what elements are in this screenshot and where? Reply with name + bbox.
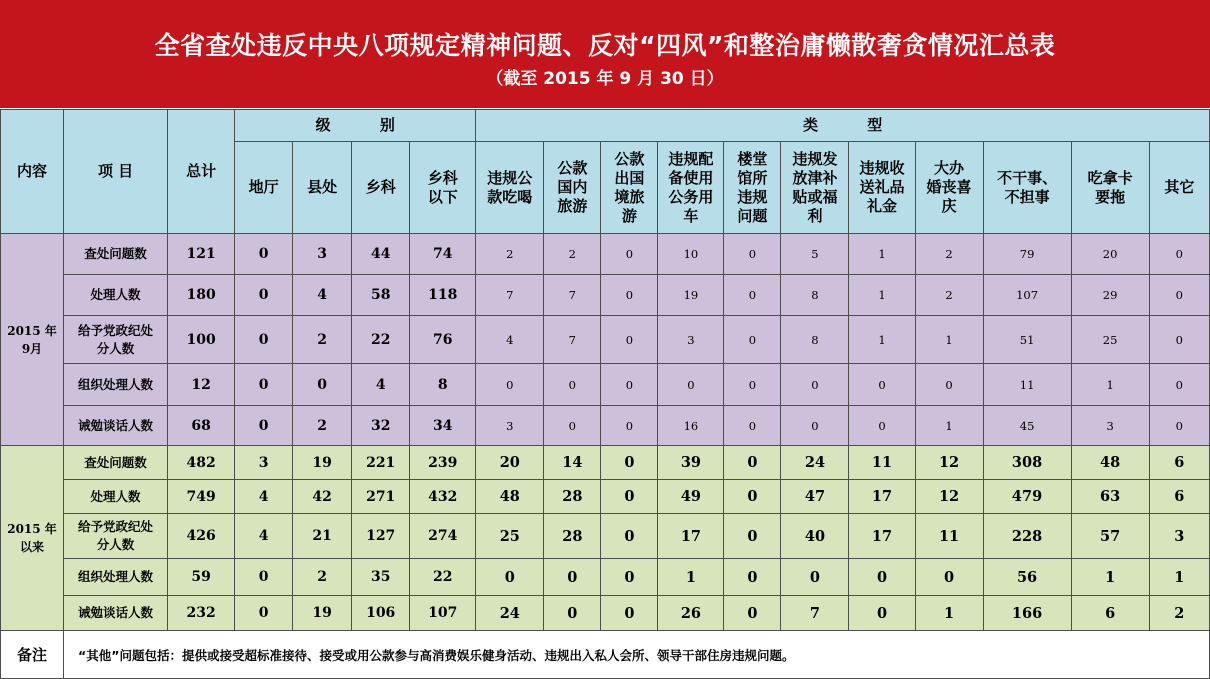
type-cell: 11: [915, 514, 983, 559]
header-type-8: 不干事、 不担事: [983, 142, 1071, 234]
type-cell: 479: [983, 480, 1071, 514]
type-cell: 0: [601, 446, 658, 480]
header-type-3: 违规配 备使用 公务用 车: [658, 142, 724, 234]
type-cell: 5: [781, 234, 849, 275]
row-label: 给予党政纪处 分人数: [64, 316, 168, 364]
type-cell: 0: [781, 406, 849, 446]
level-cell: 21: [293, 514, 352, 559]
type-cell: 0: [544, 559, 601, 596]
total-cell: 100: [168, 316, 235, 364]
type-cell: 0: [724, 275, 781, 316]
header-total: 总计: [168, 110, 235, 234]
type-cell: 0: [724, 234, 781, 275]
type-cell: 6: [1071, 596, 1149, 631]
level-cell: 3: [293, 234, 352, 275]
type-cell: 3: [1149, 514, 1209, 559]
type-cell: 20: [476, 446, 544, 480]
type-cell: 7: [781, 596, 849, 631]
level-cell: 58: [352, 275, 410, 316]
type-cell: 17: [658, 514, 724, 559]
type-cell: 0: [601, 316, 658, 364]
total-cell: 482: [168, 446, 235, 480]
type-cell: 0: [1149, 364, 1209, 406]
type-cell: 2: [915, 234, 983, 275]
type-cell: 12: [915, 480, 983, 514]
type-cell: 0: [724, 406, 781, 446]
header-type-0: 违规公 款吃喝: [476, 142, 544, 234]
type-cell: 51: [983, 316, 1071, 364]
type-cell: 0: [915, 559, 983, 596]
level-cell: 2: [293, 406, 352, 446]
level-cell: 274: [410, 514, 476, 559]
header-type-group: 类 型: [476, 110, 1210, 142]
header-type-5: 违规发 放津补 贴或福 利: [781, 142, 849, 234]
table-row: [1, 514, 1210, 559]
level-cell: 0: [235, 316, 293, 364]
type-cell: 6: [1149, 480, 1209, 514]
type-cell: 28: [544, 480, 601, 514]
total-cell: 68: [168, 406, 235, 446]
level-cell: 35: [352, 559, 410, 596]
type-cell: 0: [476, 559, 544, 596]
row-label: 给予党政纪处 分人数: [64, 514, 168, 559]
row-label: 组织处理人数: [64, 559, 168, 596]
type-cell: 0: [724, 559, 781, 596]
type-cell: 6: [1149, 446, 1209, 480]
total-cell: 426: [168, 514, 235, 559]
type-cell: 56: [983, 559, 1071, 596]
type-cell: 19: [658, 275, 724, 316]
type-cell: 48: [476, 480, 544, 514]
type-cell: 40: [781, 514, 849, 559]
level-cell: 4: [235, 514, 293, 559]
header-type-10: 其它: [1149, 142, 1209, 234]
table-row: [1, 275, 1210, 316]
type-cell: 29: [1071, 275, 1149, 316]
period-label: 2015 年 以来: [1, 446, 64, 631]
table-row: [1, 234, 1210, 275]
type-cell: 1: [915, 316, 983, 364]
level-cell: 0: [235, 596, 293, 631]
type-cell: 0: [724, 596, 781, 631]
type-cell: 0: [601, 364, 658, 406]
header-type-6: 违规收 送礼品 礼金: [849, 142, 915, 234]
type-cell: 2: [915, 275, 983, 316]
level-cell: 74: [410, 234, 476, 275]
type-cell: 0: [544, 596, 601, 631]
level-cell: 432: [410, 480, 476, 514]
type-cell: 7: [544, 316, 601, 364]
total-cell: 749: [168, 480, 235, 514]
note-text: “其他”问题包括：提供或接受超标准接待、接受或用公款参与高消费娱乐健身活动、违规出入私人会所、领导干部住房违规问题。: [64, 631, 1210, 679]
type-cell: 20: [1071, 234, 1149, 275]
type-cell: 0: [601, 514, 658, 559]
type-cell: 14: [544, 446, 601, 480]
type-cell: 48: [1071, 446, 1149, 480]
level-cell: 2: [293, 559, 352, 596]
level-cell: 239: [410, 446, 476, 480]
type-cell: 8: [781, 316, 849, 364]
table-row: [1, 406, 1210, 446]
type-cell: 3: [476, 406, 544, 446]
total-cell: 59: [168, 559, 235, 596]
summary-table: [0, 109, 1210, 679]
level-cell: 0: [235, 406, 293, 446]
type-cell: 308: [983, 446, 1071, 480]
level-cell: 42: [293, 480, 352, 514]
header-type-7: 大办 婚丧喜 庆: [915, 142, 983, 234]
type-cell: 63: [1071, 480, 1149, 514]
type-cell: 28: [544, 514, 601, 559]
total-cell: 12: [168, 364, 235, 406]
type-cell: 1: [658, 559, 724, 596]
level-cell: 22: [352, 316, 410, 364]
row-label: 处理人数: [64, 275, 168, 316]
header-type-1: 公款 国内 旅游: [544, 142, 601, 234]
header-level-3: 乡科 以下: [410, 142, 476, 234]
type-cell: 3: [1071, 406, 1149, 446]
note-row: [1, 631, 1210, 679]
type-cell: 1: [1071, 559, 1149, 596]
type-cell: 79: [983, 234, 1071, 275]
type-cell: 11: [983, 364, 1071, 406]
type-cell: 0: [849, 364, 915, 406]
level-cell: 19: [293, 596, 352, 631]
total-cell: 180: [168, 275, 235, 316]
type-cell: 8: [781, 275, 849, 316]
type-cell: 7: [544, 275, 601, 316]
type-cell: 0: [1149, 406, 1209, 446]
level-cell: 44: [352, 234, 410, 275]
level-cell: 0: [235, 559, 293, 596]
table-row: [1, 480, 1210, 514]
header-level-1: 县处: [293, 142, 352, 234]
type-cell: 0: [601, 559, 658, 596]
type-cell: 0: [724, 364, 781, 406]
table-body: [1, 234, 1210, 679]
type-cell: 0: [1149, 234, 1209, 275]
type-cell: 3: [658, 316, 724, 364]
total-cell: 121: [168, 234, 235, 275]
level-cell: 2: [293, 316, 352, 364]
header-type-2: 公款 出国 境旅 游: [601, 142, 658, 234]
type-cell: 166: [983, 596, 1071, 631]
type-cell: 0: [476, 364, 544, 406]
row-label: 诫勉谈话人数: [64, 406, 168, 446]
type-cell: 0: [601, 275, 658, 316]
type-cell: 26: [658, 596, 724, 631]
table-row: [1, 596, 1210, 631]
level-cell: 0: [293, 364, 352, 406]
type-cell: 1: [915, 406, 983, 446]
type-cell: 24: [781, 446, 849, 480]
type-cell: 0: [658, 364, 724, 406]
type-cell: 228: [983, 514, 1071, 559]
level-cell: 0: [235, 234, 293, 275]
header-type-9: 吃拿卡 要拖: [1071, 142, 1149, 234]
level-cell: 34: [410, 406, 476, 446]
type-cell: 24: [476, 596, 544, 631]
level-cell: 127: [352, 514, 410, 559]
header-level-group: 级 别: [235, 110, 476, 142]
table-row: [1, 446, 1210, 480]
type-cell: 107: [983, 275, 1071, 316]
type-cell: 1: [849, 275, 915, 316]
level-cell: 22: [410, 559, 476, 596]
level-cell: 0: [235, 364, 293, 406]
level-cell: 3: [235, 446, 293, 480]
type-cell: 1: [849, 316, 915, 364]
type-cell: 0: [849, 406, 915, 446]
level-cell: 76: [410, 316, 476, 364]
page-subtitle: （截至 2015 年 9 月 30 日）: [486, 69, 724, 89]
type-cell: 12: [915, 446, 983, 480]
type-cell: 0: [915, 364, 983, 406]
type-cell: 25: [1071, 316, 1149, 364]
period-label: 2015 年 9月: [1, 234, 64, 446]
level-cell: 0: [235, 275, 293, 316]
type-cell: 57: [1071, 514, 1149, 559]
type-cell: 10: [658, 234, 724, 275]
type-cell: 4: [476, 316, 544, 364]
row-label: 组织处理人数: [64, 364, 168, 406]
type-cell: 0: [601, 406, 658, 446]
type-cell: 2: [1149, 596, 1209, 631]
type-cell: 1: [1071, 364, 1149, 406]
type-cell: 11: [849, 446, 915, 480]
type-cell: 0: [724, 316, 781, 364]
type-cell: 47: [781, 480, 849, 514]
type-cell: 0: [781, 364, 849, 406]
type-cell: 0: [781, 559, 849, 596]
type-cell: 39: [658, 446, 724, 480]
row-label: 查处问题数: [64, 446, 168, 480]
header-type-4: 楼堂 馆所 违规 问题: [724, 142, 781, 234]
level-cell: 271: [352, 480, 410, 514]
type-cell: 1: [915, 596, 983, 631]
type-cell: 49: [658, 480, 724, 514]
type-cell: 0: [849, 559, 915, 596]
table-row: [1, 559, 1210, 596]
type-cell: 17: [849, 480, 915, 514]
table-row: [1, 364, 1210, 406]
type-cell: 25: [476, 514, 544, 559]
type-cell: 1: [849, 234, 915, 275]
level-cell: 32: [352, 406, 410, 446]
type-cell: 0: [544, 406, 601, 446]
type-cell: 0: [1149, 275, 1209, 316]
type-cell: 2: [544, 234, 601, 275]
type-cell: 0: [724, 480, 781, 514]
level-cell: 118: [410, 275, 476, 316]
header-level-2: 乡科: [352, 142, 410, 234]
type-cell: 7: [476, 275, 544, 316]
type-cell: 0: [544, 364, 601, 406]
title-banner: [0, 0, 1210, 108]
type-cell: 0: [724, 446, 781, 480]
header-item: 项 目: [64, 110, 168, 234]
type-cell: 0: [1149, 316, 1209, 364]
level-cell: 19: [293, 446, 352, 480]
level-cell: 8: [410, 364, 476, 406]
level-cell: 4: [235, 480, 293, 514]
type-cell: 2: [476, 234, 544, 275]
type-cell: 1: [1149, 559, 1209, 596]
row-label: 诫勉谈话人数: [64, 596, 168, 631]
total-cell: 232: [168, 596, 235, 631]
type-cell: 0: [601, 596, 658, 631]
type-cell: 45: [983, 406, 1071, 446]
level-cell: 107: [410, 596, 476, 631]
table-row: [1, 316, 1210, 364]
note-label: 备注: [1, 631, 64, 679]
header-content: 内容: [1, 110, 64, 234]
type-cell: 0: [849, 596, 915, 631]
type-cell: 16: [658, 406, 724, 446]
level-cell: 4: [352, 364, 410, 406]
type-cell: 0: [724, 514, 781, 559]
page-title: 全省查处违反中央八项规定精神问题、反对“四风”和整治庸懒散奢贪情况汇总表: [154, 31, 1056, 60]
type-cell: 0: [601, 480, 658, 514]
row-label: 处理人数: [64, 480, 168, 514]
header-level-0: 地厅: [235, 142, 293, 234]
row-label: 查处问题数: [64, 234, 168, 275]
level-cell: 4: [293, 275, 352, 316]
type-cell: 17: [849, 514, 915, 559]
level-cell: 106: [352, 596, 410, 631]
type-cell: 0: [601, 234, 658, 275]
level-cell: 221: [352, 446, 410, 480]
